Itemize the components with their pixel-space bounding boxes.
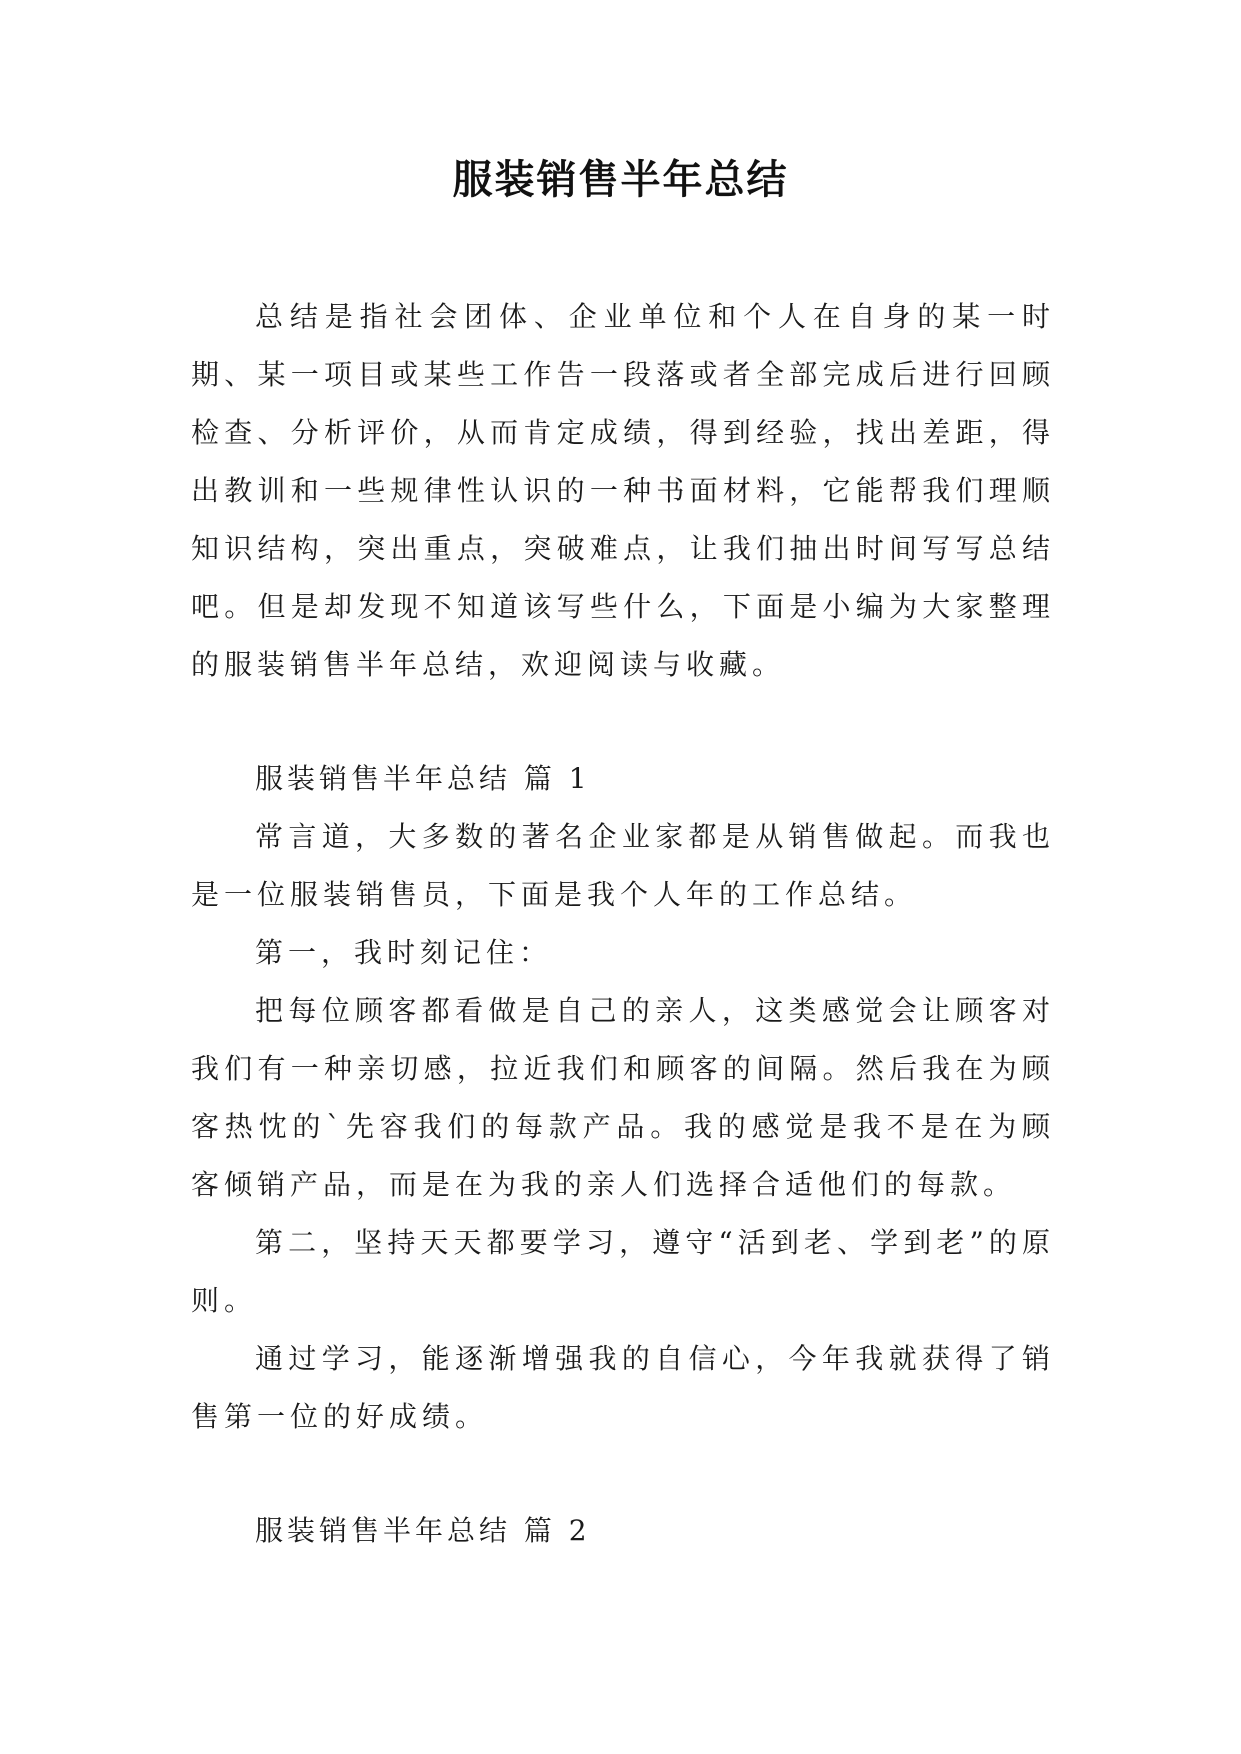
section-2-heading: 服装销售半年总结 篇 2 (255, 1514, 591, 1547)
section-1-paragraph: 把每位顾客都看做是自己的亲人，这类感觉会让顾客对我们有一种亲切感，拉近我们和顾客的间隔。然后我在为顾客热忱的`先容我们的每款产品。我的感觉是我不是在为顾客倾销产品，而是在为我的亲人们选择合适他们的每款。 (191, 994, 1055, 1201)
section-1-heading: 服装销售半年总结 篇 1 (255, 762, 591, 795)
section-1-paragraph: 常言道，大多数的著名企业家都是从销售做起。而我也是一位服装销售员，下面是我个人年的工作总结。 (191, 820, 1055, 911)
section-gap (191, 694, 1055, 750)
section-1-paragraph: 第二，坚持天天都要学习，遵守“活到老、学到老”的原则。 (191, 1226, 1055, 1317)
document-title: 服装销售半年总结 (452, 157, 789, 203)
section-gap (191, 1446, 1055, 1502)
section-1-paragraph: 通过学习，能逐渐增强我的自信心，今年我就获得了销售第一位的好成绩。 (191, 1342, 1055, 1433)
intro-paragraph: 总结是指社会团体、企业单位和个人在自身的某一时期、某一项目或某些工作告一段落或者全部完成后进行回顾检查、分析评价，从而肯定成绩，得到经验，找出差距，得出教训和一些规律性认识的一种书面材料，它能帮我们理顺知识结构，突出重点，突破难点，让我们抽出时间写写总结吧。但是却发现不知道该写些什么，下面是小编为大家整理的服装销售半年总结，欢迎阅读与收藏。 (191, 300, 1055, 681)
section-1-paragraph: 第一，我时刻记住： (255, 936, 553, 969)
document-body (191, 288, 1055, 1560)
